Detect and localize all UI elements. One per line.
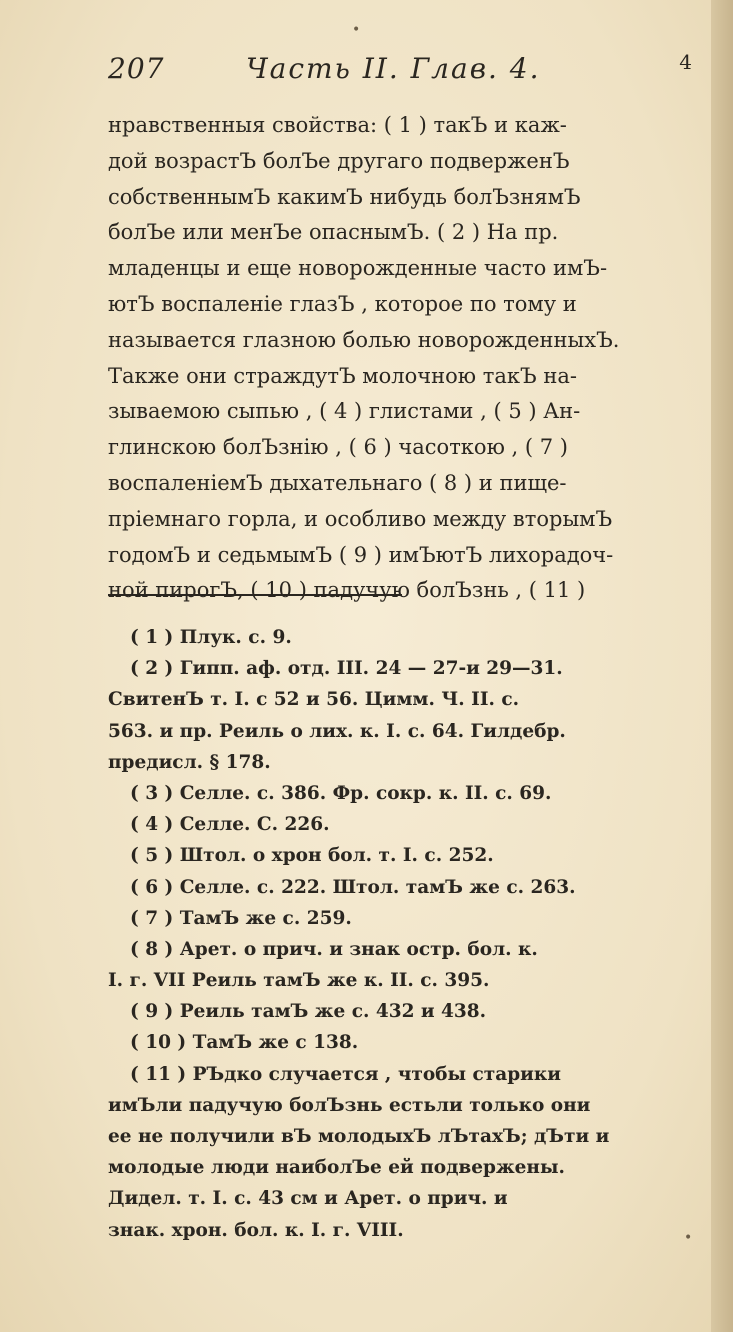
ink-speck: • [684,1230,693,1246]
footnote-line: ( 1 ) Плук. с. 9. [130,627,292,648]
text-line: зываемою сыпью , ( 4 ) глистами , ( 5 ) Ан- [108,399,581,424]
footnotes-block [108,622,708,1246]
page-edge-shadow [711,0,733,1332]
text-line: ютЪ воспаленіе глазЪ , которое по тому и [108,291,577,316]
footnote-line: ( 10 ) ТамЪ же с 138. [130,1032,359,1054]
corner-mark: 4 [679,50,692,74]
footnote-line: ( 3 ) Селле. с. 386. Фр. сокр. к. II. с. 69. [130,782,552,804]
footnote-line: Дидел. т. I. с. 43 см и Арет. о прич. и [108,1188,508,1210]
footnote-line: ( 11 ) РЪдко случается , чтобы старики [130,1063,561,1085]
page-header [108,52,698,96]
text-line: дой возрастЪ болЪе другаго подверженЪ [108,148,570,173]
footnote-line: ( 8 ) Арет. о прич. и знак остр. бол. к. [130,938,538,960]
text-line: глинскою болЪзнію , ( 6 ) часоткою , ( 7 ) [108,435,568,460]
text-line: Также они страждутЪ молочною такЪ на- [108,363,577,388]
footnote-line: знак. хрон. бол. к. I. г. VIII. [108,1219,404,1241]
text-line: собственнымЪ какимЪ нибудь болЪзнямЪ [108,184,581,209]
footnote-separator-rule [108,594,402,596]
text-line: нравственныя свойства: ( 1 ) такЪ и каж- [108,113,567,137]
text-line: пріемнаго горла, и особливо между вторымЪ [108,506,613,531]
text-line: болЪе или менЪе опаснымЪ. ( 2 ) На пр. [108,220,559,245]
footnote-line: ( 6 ) Селле. с. 222. Штол. тамЪ же с. 263. [130,876,576,898]
text-line: воспаленіемЪ дыхательнаго ( 8 ) и пище- [108,470,567,495]
footnote-line: предисл. § 178. [108,751,271,773]
footnote-line: ее не получили вЪ молодыхЪ лЪтахЪ; дЪти и [108,1126,610,1147]
footnote-line: ( 7 ) ТамЪ же с. 259. [130,907,352,929]
footnote-line: 563. и пр. Реиль о лих. к. I. с. 64. Гилдебр. [108,720,566,742]
running-title: Часть II. Глав. 4. [246,52,541,85]
main-text-block [108,108,708,609]
footnote-line: ( 2 ) Гипп. аф. отд. III. 24 — 27-и 29—31. [130,658,563,680]
footnote-line: I. г. VII Реиль тамЪ же к. II. с. 395. [108,970,490,992]
ink-speck: • [352,22,361,38]
text-line: годомЪ и седьмымЪ ( 9 ) имЪютЪ лихорадоч- [108,542,614,567]
page-number: 207 [108,52,165,85]
text-line: называется глазною болью новорожденныхЪ. [108,327,620,352]
footnote-line: ( 5 ) Штол. о хрон бол. т. I. с. 252. [130,845,494,867]
footnote-line: имЪли падучую болЪзнь естьли только они [108,1094,591,1116]
footnote-line: ( 4 ) Селле. С. 226. [130,814,330,836]
text-line: ной пирогЪ, ( 10 ) падучую болЪзнь , ( 11 ) [108,578,586,603]
footnote-line: ( 9 ) Реиль тамЪ же с. 432 и 438. [130,1001,487,1023]
text-line: младенцы и еще новорожденные часто имЪ- [108,256,608,281]
footnote-line: молодые люди наиболЪе ей подвержены. [108,1157,565,1179]
footnote-line: СвитенЪ т. I. с 52 и 56. Цимм. Ч. II. с. [108,689,520,711]
